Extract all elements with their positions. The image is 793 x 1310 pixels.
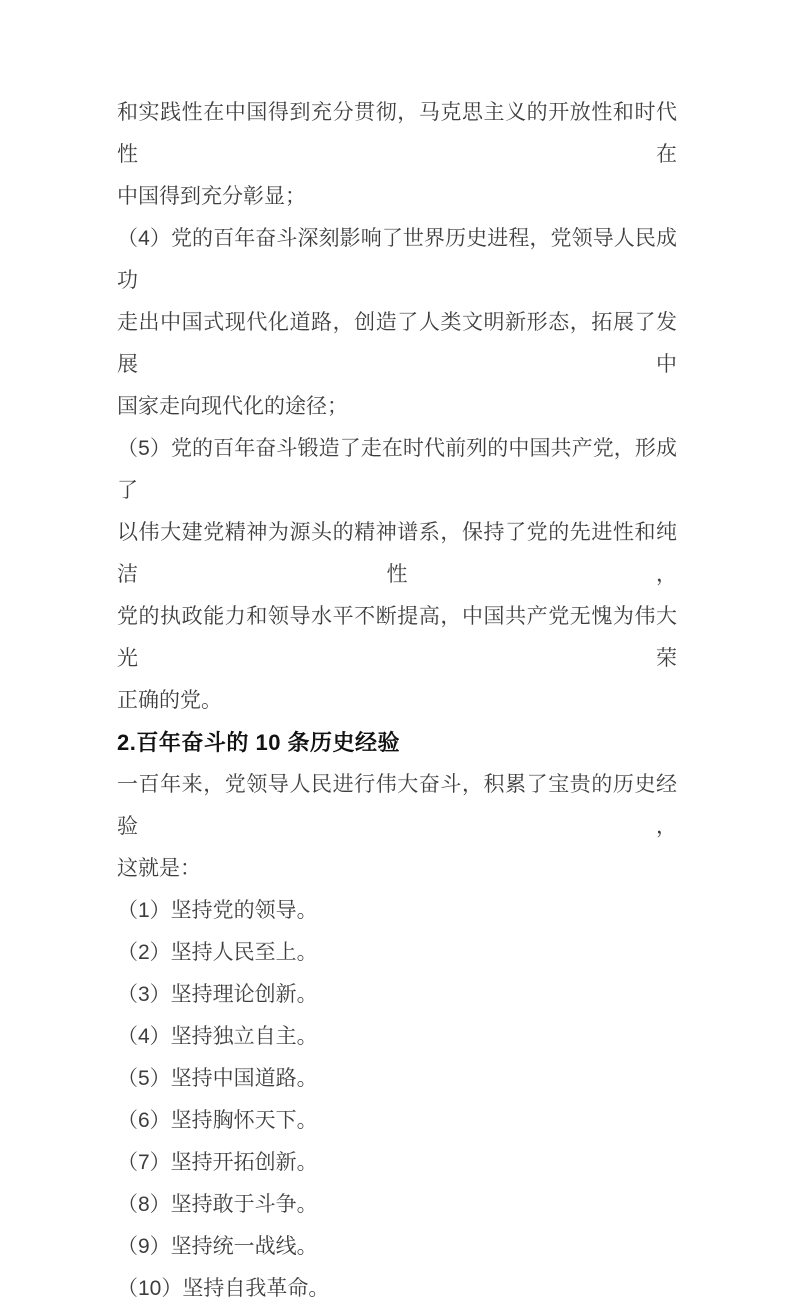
para-point4-line-3: 国家走向现代化的途径； [117, 395, 348, 418]
experience-item-2: （2）坚持人民至上。 [117, 941, 318, 964]
experience-item-5: （5）坚持中国道路。 [117, 1067, 318, 1090]
para-point5-line-2: 以伟大建党精神为源头的精神谱系，保持了党的先进性和纯洁性， [117, 521, 677, 586]
experience-item-9: （9）坚持统一战线。 [117, 1235, 318, 1258]
section-heading: 2.百年奋斗的 10 条历史经验 [117, 730, 401, 755]
experience-item-7: （7）坚持开拓创新。 [117, 1151, 318, 1174]
experience-item-3: （3）坚持理论创新。 [117, 983, 318, 1006]
experience-item-10: （10）坚持自我革命。 [117, 1277, 330, 1300]
para-experience-intro-line-2: 这就是： [117, 857, 201, 880]
para-marxism-line-1: 和实践性在中国得到充分贯彻，马克思主义的开放性和时代性在 [117, 101, 677, 166]
para-point5-line-1: （5）党的百年奋斗锻造了走在时代前列的中国共产党，形成了 [117, 437, 677, 502]
para-experience-intro-line-1: 一百年来，党领导人民进行伟大奋斗，积累了宝贵的历史经验， [117, 773, 677, 838]
para-marxism-line-2: 中国得到充分彰显； [117, 185, 306, 208]
history-experience-list [117, 890, 677, 1310]
experience-item-4: （4）坚持独立自主。 [117, 1025, 318, 1048]
experience-item-1: （1）坚持党的领导。 [117, 899, 318, 922]
para-point4-line-2: 走出中国式现代化道路，创造了人类文明新形态，拓展了发展中 [117, 311, 677, 376]
document-body [117, 92, 677, 1310]
para-point4-line-1: （4）党的百年奋斗深刻影响了世界历史进程，党领导人民成功 [117, 227, 677, 292]
para-point5-line-4: 正确的党。 [117, 689, 222, 712]
para-point5-line-3: 党的执政能力和领导水平不断提高，中国共产党无愧为伟大光荣 [117, 605, 677, 670]
experience-item-8: （8）坚持敢于斗争。 [117, 1193, 318, 1216]
experience-item-6: （6）坚持胸怀天下。 [117, 1109, 318, 1132]
